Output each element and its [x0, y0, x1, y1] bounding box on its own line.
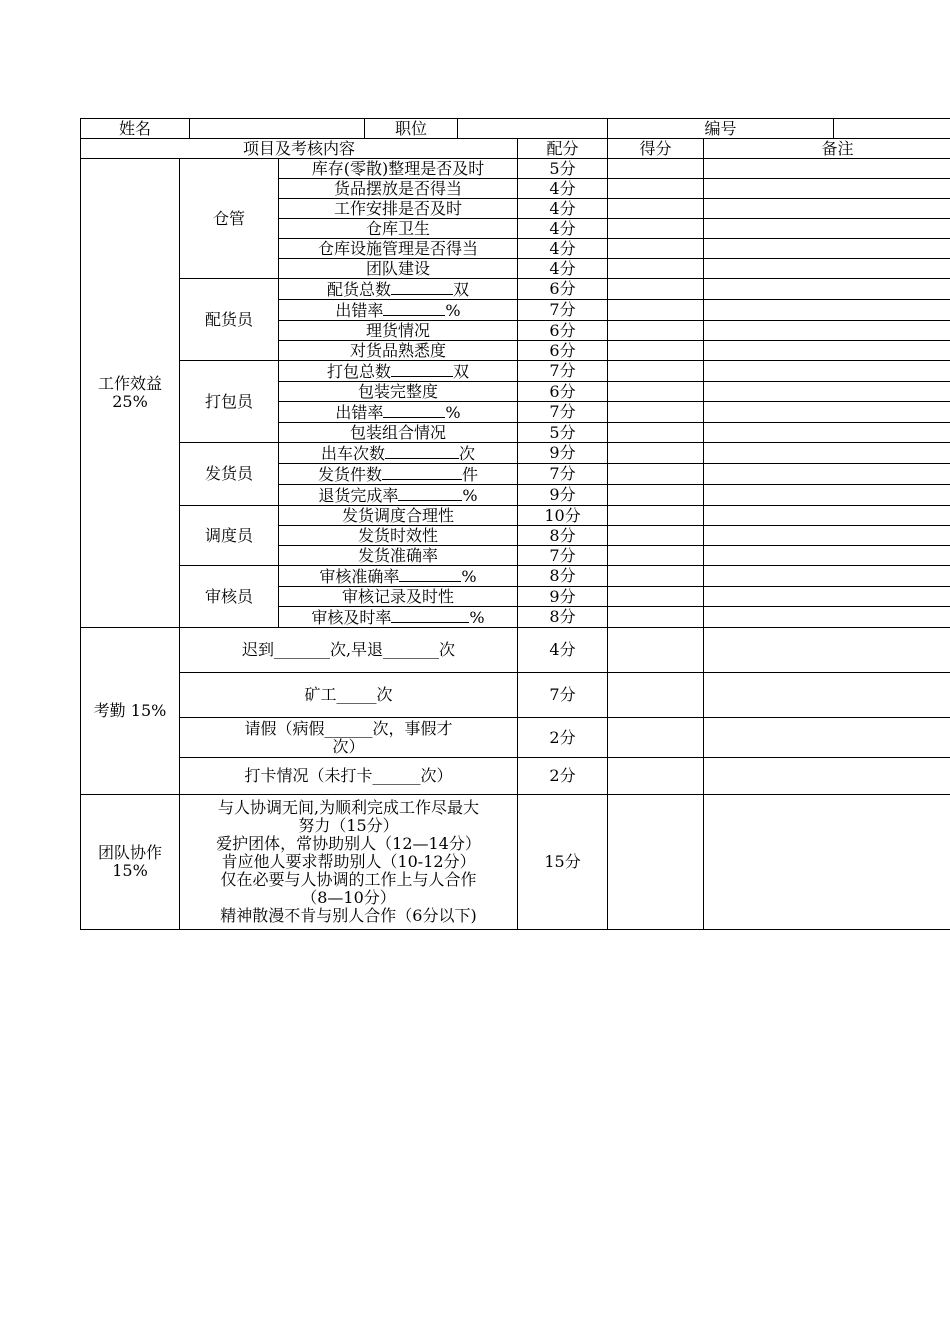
score-cell[interactable] — [608, 628, 704, 673]
score-cell[interactable] — [608, 566, 704, 587]
score-cell[interactable] — [608, 443, 704, 464]
criterion-cell — [279, 506, 518, 526]
criterion-text: 货品摆放是否得当 — [334, 178, 463, 198]
score-cell[interactable] — [608, 259, 704, 279]
criterion-cell — [279, 279, 518, 300]
points-cell: 8分 — [518, 526, 608, 546]
criterion-cell — [279, 443, 518, 464]
criteria-line: （8—10分） — [301, 888, 396, 907]
score-cell[interactable] — [608, 526, 704, 546]
number-field[interactable] — [834, 119, 950, 139]
remarks-cell[interactable] — [704, 795, 950, 930]
remarks-cell[interactable] — [704, 159, 950, 179]
score-cell[interactable] — [608, 321, 704, 341]
criterion-unit: 件 — [462, 465, 479, 484]
score-cell[interactable] — [608, 300, 704, 321]
category-weight: 15% — [112, 861, 148, 880]
remarks-cell[interactable] — [704, 587, 950, 607]
points-cell: 8分 — [518, 566, 608, 587]
table-row — [81, 279, 950, 300]
criterion-cell — [279, 607, 518, 628]
criterion-cell — [279, 179, 518, 199]
criterion-cell — [279, 382, 518, 402]
criterion-cell — [279, 159, 518, 179]
points-cell: 6分 — [518, 341, 608, 361]
remarks-cell[interactable] — [704, 673, 950, 718]
category-weight: 25% — [112, 392, 148, 411]
attendance-item: 打卡情况（未打卡______次） — [180, 758, 518, 795]
criterion-text: 出错率 — [335, 403, 384, 422]
criterion-text: 发货件数 — [318, 465, 383, 484]
role-label: 配货员 — [180, 279, 279, 361]
criterion-unit: % — [445, 403, 461, 422]
points-cell: 4分 — [518, 628, 608, 673]
column-header-row — [81, 139, 950, 159]
fill-blank[interactable] — [383, 402, 445, 418]
work-efficiency-category — [81, 159, 180, 628]
table-row — [81, 361, 950, 382]
remarks-cell[interactable] — [704, 219, 950, 239]
criterion-cell — [279, 546, 518, 566]
points-cell: 5分 — [518, 159, 608, 179]
criterion-text: 审核准确率 — [319, 567, 400, 586]
score-cell[interactable] — [608, 758, 704, 795]
criterion-unit: % — [461, 567, 477, 586]
criterion-unit: 双 — [453, 362, 470, 381]
position-field[interactable] — [458, 119, 608, 139]
table-row — [81, 159, 950, 179]
remarks-cell[interactable] — [704, 464, 950, 485]
team-criteria — [180, 795, 518, 930]
points-cell: 7分 — [518, 402, 608, 423]
score-header: 得分 — [608, 139, 704, 159]
remarks-header: 备注 — [704, 139, 950, 159]
points-cell: 9分 — [518, 587, 608, 607]
attendance-row — [81, 673, 950, 718]
remarks-cell[interactable] — [704, 526, 950, 546]
name-field[interactable] — [190, 119, 365, 139]
attendance-row — [81, 628, 950, 673]
remarks-cell[interactable] — [704, 382, 950, 402]
criterion-text: 工作安排是否及时 — [334, 198, 463, 218]
score-cell[interactable] — [608, 506, 704, 526]
points-cell: 7分 — [518, 673, 608, 718]
criteria-line: 努力（15分） — [298, 816, 399, 835]
remarks-cell[interactable] — [704, 259, 950, 279]
remarks-cell[interactable] — [704, 718, 950, 758]
remarks-cell[interactable] — [704, 361, 950, 382]
criterion-text: 理货情况 — [366, 320, 431, 340]
number-label: 编号 — [608, 119, 834, 139]
score-cell[interactable] — [608, 607, 704, 628]
remarks-cell[interactable] — [704, 485, 950, 506]
score-cell[interactable] — [608, 673, 704, 718]
remarks-cell[interactable] — [704, 758, 950, 795]
points-cell: 7分 — [518, 300, 608, 321]
remarks-cell[interactable] — [704, 628, 950, 673]
points-cell: 7分 — [518, 464, 608, 485]
points-cell: 4分 — [518, 179, 608, 199]
criterion-unit: % — [462, 486, 478, 505]
points-cell: 6分 — [518, 279, 608, 300]
criteria-line: 精神散漫不肯与别人合作（6分以下) — [220, 906, 477, 925]
role-label: 发货员 — [180, 443, 279, 506]
score-cell[interactable] — [608, 464, 704, 485]
attendance-item: 矿工_____次 — [180, 673, 518, 718]
criterion-cell — [279, 259, 518, 279]
remarks-cell[interactable] — [704, 402, 950, 423]
criterion-text: 仓库设施管理是否得当 — [318, 238, 479, 258]
points-cell: 6分 — [518, 382, 608, 402]
remarks-cell[interactable] — [704, 566, 950, 587]
table-row — [81, 443, 950, 464]
criterion-unit: 双 — [453, 280, 470, 299]
score-cell[interactable] — [608, 239, 704, 259]
criterion-text: 发货调度合理性 — [342, 505, 455, 525]
attendance-category: 考勤 15% — [81, 628, 180, 795]
remarks-cell[interactable] — [704, 239, 950, 259]
fill-blank[interactable] — [391, 361, 453, 377]
remarks-cell[interactable] — [704, 179, 950, 199]
criterion-cell — [279, 485, 518, 506]
remarks-cell[interactable] — [704, 443, 950, 464]
points-cell: 2分 — [518, 758, 608, 795]
score-cell[interactable] — [608, 795, 704, 930]
team-category — [81, 795, 180, 930]
fill-blank[interactable] — [391, 279, 453, 295]
points-cell: 9分 — [518, 443, 608, 464]
remarks-cell[interactable] — [704, 607, 950, 628]
score-cell[interactable] — [608, 279, 704, 300]
points-cell: 8分 — [518, 607, 608, 628]
criterion-text: 仓库卫生 — [366, 218, 431, 238]
score-cell[interactable] — [608, 423, 704, 443]
criteria-line: 肯应他人要求帮助别人（10-12分） — [221, 852, 476, 871]
remarks-cell[interactable] — [704, 279, 950, 300]
criterion-text: 发货准确率 — [358, 545, 439, 565]
points-cell: 10分 — [518, 506, 608, 526]
criterion-text: 出错率 — [335, 301, 384, 320]
criterion-unit: % — [445, 301, 461, 320]
points-cell: 4分 — [518, 199, 608, 219]
criterion-cell — [279, 300, 518, 321]
remarks-cell[interactable] — [704, 341, 950, 361]
score-cell[interactable] — [608, 361, 704, 382]
fill-blank[interactable] — [399, 566, 461, 582]
remarks-cell[interactable] — [704, 423, 950, 443]
criterion-cell — [279, 219, 518, 239]
item-header: 项目及考核内容 — [81, 139, 518, 159]
points-cell: 6分 — [518, 321, 608, 341]
score-cell[interactable] — [608, 382, 704, 402]
criterion-text: 审核及时率 — [311, 608, 392, 627]
score-cell[interactable] — [608, 199, 704, 219]
attendance-item: 请假（病假______次，事假才 次） — [180, 718, 518, 758]
criterion-text: 对货品熟悉度 — [350, 340, 447, 360]
attendance-row — [81, 758, 950, 795]
points-cell: 4分 — [518, 219, 608, 239]
name-label: 姓名 — [81, 119, 190, 139]
points-cell: 9分 — [518, 485, 608, 506]
position-label: 职位 — [365, 119, 458, 139]
fill-blank[interactable] — [385, 443, 459, 459]
team-row — [81, 795, 950, 930]
points-cell: 7分 — [518, 546, 608, 566]
score-cell[interactable] — [608, 159, 704, 179]
score-cell[interactable] — [608, 402, 704, 423]
criterion-text: 包装组合情况 — [350, 422, 447, 442]
score-cell[interactable] — [608, 587, 704, 607]
criteria-line: 仅在必要与人协调的工作上与人合作 — [220, 870, 477, 889]
criterion-text: 发货时效性 — [358, 525, 439, 545]
fill-blank[interactable] — [382, 464, 462, 480]
attendance-row — [81, 718, 950, 758]
criterion-text: 团队建设 — [366, 258, 431, 278]
criteria-line: 与人协调无间,为顺利完成工作尽最大 — [217, 798, 480, 817]
criterion-cell — [279, 321, 518, 341]
criterion-text: 出车次数 — [321, 444, 386, 463]
criterion-text: 库存(零散)整理是否及时 — [311, 158, 485, 178]
score-cell[interactable] — [608, 485, 704, 506]
fill-blank[interactable] — [383, 300, 445, 316]
criterion-cell — [279, 587, 518, 607]
criterion-cell — [279, 526, 518, 546]
criterion-cell — [279, 402, 518, 423]
attendance-item: 迟到_______次,早退_______次 — [180, 628, 518, 673]
criterion-text: 包装完整度 — [358, 381, 439, 401]
criterion-cell — [279, 361, 518, 382]
criterion-text: 退货完成率 — [318, 486, 399, 505]
criteria-line: 爱护团体，常协助别人（12—14分） — [216, 834, 481, 853]
role-label: 审核员 — [180, 566, 279, 628]
category-label: 团队协作 — [97, 843, 162, 862]
points-cell: 4分 — [518, 239, 608, 259]
fill-blank[interactable] — [398, 485, 462, 501]
score-cell[interactable] — [608, 546, 704, 566]
points-cell: 5分 — [518, 423, 608, 443]
score-cell[interactable] — [608, 341, 704, 361]
points-cell: 2分 — [518, 718, 608, 758]
table-row — [81, 566, 950, 587]
criterion-cell — [279, 341, 518, 361]
fill-blank[interactable] — [391, 607, 469, 623]
assessment-table — [80, 118, 950, 930]
category-label: 工作效益 — [97, 374, 162, 393]
role-label: 打包员 — [180, 361, 279, 443]
criterion-cell — [279, 566, 518, 587]
score-cell[interactable] — [608, 219, 704, 239]
remarks-cell[interactable] — [704, 546, 950, 566]
criterion-text: 打包总数 — [327, 362, 392, 381]
info-row — [81, 119, 950, 139]
remarks-cell[interactable] — [704, 321, 950, 341]
points-cell: 4分 — [518, 259, 608, 279]
points-cell: 7分 — [518, 361, 608, 382]
points-header: 配分 — [518, 139, 608, 159]
role-label: 仓管 — [180, 159, 279, 279]
criterion-unit: % — [469, 608, 485, 627]
remarks-cell[interactable] — [704, 506, 950, 526]
remarks-cell[interactable] — [704, 199, 950, 219]
role-label: 调度员 — [180, 506, 279, 566]
criterion-unit: 次 — [459, 444, 476, 463]
criterion-text: 审核记录及时性 — [342, 586, 455, 606]
points-cell: 15分 — [518, 795, 608, 930]
criterion-cell — [279, 464, 518, 485]
criterion-text: 配货总数 — [327, 280, 392, 299]
remarks-cell[interactable] — [704, 300, 950, 321]
criterion-cell — [279, 239, 518, 259]
score-cell[interactable] — [608, 179, 704, 199]
criterion-cell — [279, 199, 518, 219]
score-cell[interactable] — [608, 718, 704, 758]
table-row — [81, 506, 950, 526]
criterion-cell — [279, 423, 518, 443]
